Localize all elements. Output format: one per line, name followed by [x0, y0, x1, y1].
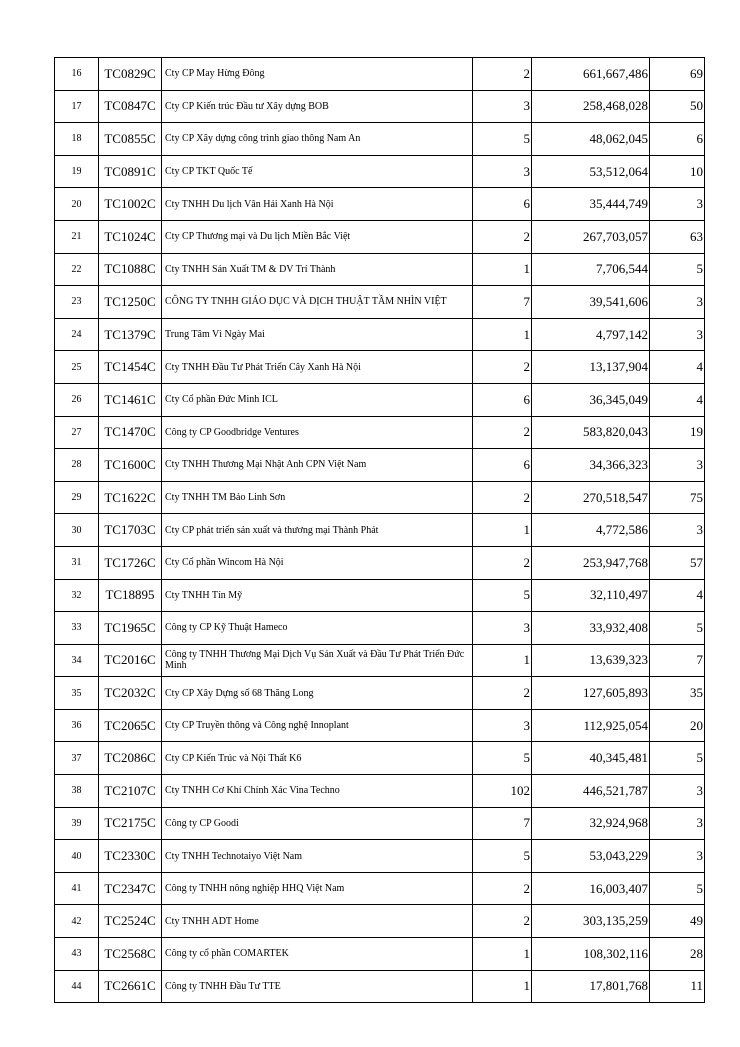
count-cell: 7	[473, 286, 532, 319]
table-row	[55, 872, 705, 905]
quantity-cell: 4	[650, 351, 705, 384]
row-number-cell: 24	[55, 318, 99, 351]
company-code-cell: TC2330C	[99, 840, 162, 873]
count-cell: 2	[473, 58, 532, 91]
amount-cell: 303,135,259	[532, 905, 650, 938]
table-row	[55, 579, 705, 612]
company-name-cell: Cty CP Xây Dựng số 68 Thăng Long	[162, 677, 473, 710]
quantity-cell: 11	[650, 970, 705, 1003]
count-cell: 1	[473, 970, 532, 1003]
quantity-cell: 7	[650, 644, 705, 677]
count-cell: 1	[473, 644, 532, 677]
table-row	[55, 677, 705, 710]
table-row	[55, 546, 705, 579]
quantity-cell: 5	[650, 742, 705, 775]
company-name-cell: Công ty CP Kỹ Thuật Hameco	[162, 612, 473, 645]
quantity-cell: 49	[650, 905, 705, 938]
company-code-cell: TC1470C	[99, 416, 162, 449]
company-name-cell: Cty TNHH Du lịch Vân Hải Xanh Hà Nội	[162, 188, 473, 221]
table-row	[55, 286, 705, 319]
quantity-cell: 5	[650, 253, 705, 286]
quantity-cell: 3	[650, 449, 705, 482]
company-name-cell: Trung Tâm Vì Ngày Mai	[162, 318, 473, 351]
row-number-cell: 28	[55, 449, 99, 482]
amount-cell: 267,703,057	[532, 220, 650, 253]
row-number-cell: 17	[55, 90, 99, 123]
quantity-cell: 57	[650, 546, 705, 579]
amount-cell: 36,345,049	[532, 383, 650, 416]
company-code-cell: TC2086C	[99, 742, 162, 775]
quantity-cell: 3	[650, 775, 705, 808]
quantity-cell: 5	[650, 872, 705, 905]
company-code-cell: TC0855C	[99, 123, 162, 156]
company-name-cell: Cty TNHH Tín Mỹ	[162, 579, 473, 612]
company-code-cell: TC1622C	[99, 481, 162, 514]
row-number-cell: 23	[55, 286, 99, 319]
quantity-cell: 20	[650, 709, 705, 742]
row-number-cell: 37	[55, 742, 99, 775]
company-name-cell: Cty CP phát triển sản xuất và thương mại Thành Phát	[162, 514, 473, 547]
quantity-cell: 10	[650, 155, 705, 188]
table-row	[55, 612, 705, 645]
table-row	[55, 644, 705, 677]
count-cell: 5	[473, 579, 532, 612]
table-row	[55, 775, 705, 808]
quantity-cell: 3	[650, 807, 705, 840]
count-cell: 3	[473, 155, 532, 188]
company-name-cell: Cty CP Thương mại và Du lịch Miền Bắc Việt	[162, 220, 473, 253]
amount-cell: 661,667,486	[532, 58, 650, 91]
table-row	[55, 840, 705, 873]
count-cell: 2	[473, 905, 532, 938]
row-number-cell: 19	[55, 155, 99, 188]
row-number-cell: 16	[55, 58, 99, 91]
row-number-cell: 39	[55, 807, 99, 840]
count-cell: 1	[473, 514, 532, 547]
company-name-cell: Công ty TNHH nông nghiệp HHQ Việt Nam	[162, 872, 473, 905]
row-number-cell: 34	[55, 644, 99, 677]
company-name-cell: Cty CP Kiến trúc Đầu tư Xây dựng BOB	[162, 90, 473, 123]
row-number-cell: 20	[55, 188, 99, 221]
amount-cell: 4,797,142	[532, 318, 650, 351]
table-row	[55, 514, 705, 547]
row-number-cell: 29	[55, 481, 99, 514]
company-name-cell: Cty TNHH TM Bảo Linh Sơn	[162, 481, 473, 514]
table-row	[55, 58, 705, 91]
company-name-cell: CÔNG TY TNHH GIÁO DỤC VÀ DỊCH THUẬT TẦM NHÌN VIỆT	[162, 286, 473, 319]
company-name-cell: Cty Cổ phần Đức Minh ICL	[162, 383, 473, 416]
amount-cell: 40,345,481	[532, 742, 650, 775]
quantity-cell: 3	[650, 840, 705, 873]
table-row	[55, 709, 705, 742]
quantity-cell: 4	[650, 383, 705, 416]
amount-cell: 53,043,229	[532, 840, 650, 873]
row-number-cell: 32	[55, 579, 99, 612]
count-cell: 2	[473, 546, 532, 579]
document-sheet	[54, 57, 703, 1003]
amount-cell: 35,444,749	[532, 188, 650, 221]
company-name-cell: Công ty TNHH Đầu Tư TTE	[162, 970, 473, 1003]
table-row	[55, 416, 705, 449]
amount-cell: 34,366,323	[532, 449, 650, 482]
quantity-cell: 3	[650, 318, 705, 351]
count-cell: 2	[473, 220, 532, 253]
row-number-cell: 25	[55, 351, 99, 384]
company-code-cell: TC1600C	[99, 449, 162, 482]
company-code-cell: TC2661C	[99, 970, 162, 1003]
row-number-cell: 26	[55, 383, 99, 416]
quantity-cell: 50	[650, 90, 705, 123]
row-number-cell: 33	[55, 612, 99, 645]
company-code-cell: TC1002C	[99, 188, 162, 221]
company-code-cell: TC1703C	[99, 514, 162, 547]
amount-cell: 127,605,893	[532, 677, 650, 710]
row-number-cell: 18	[55, 123, 99, 156]
company-code-cell: TC1454C	[99, 351, 162, 384]
table-row	[55, 938, 705, 971]
amount-cell: 39,541,606	[532, 286, 650, 319]
amount-cell: 583,820,043	[532, 416, 650, 449]
count-cell: 5	[473, 840, 532, 873]
table-row	[55, 742, 705, 775]
company-code-cell: TC1965C	[99, 612, 162, 645]
count-cell: 6	[473, 383, 532, 416]
row-number-cell: 22	[55, 253, 99, 286]
count-cell: 7	[473, 807, 532, 840]
row-number-cell: 43	[55, 938, 99, 971]
amount-cell: 108,302,116	[532, 938, 650, 971]
count-cell: 5	[473, 742, 532, 775]
quantity-cell: 3	[650, 188, 705, 221]
quantity-cell: 63	[650, 220, 705, 253]
table-row	[55, 123, 705, 156]
table-row	[55, 220, 705, 253]
row-number-cell: 42	[55, 905, 99, 938]
company-name-cell: Cty Cổ phần Wincom Hà Nội	[162, 546, 473, 579]
company-code-cell: TC18895	[99, 579, 162, 612]
quantity-cell: 5	[650, 612, 705, 645]
quantity-cell: 28	[650, 938, 705, 971]
amount-cell: 32,110,497	[532, 579, 650, 612]
amount-cell: 253,947,768	[532, 546, 650, 579]
row-number-cell: 30	[55, 514, 99, 547]
company-name-cell: Cty TNHH Thương Mại Nhật Anh CPN Việt Nam	[162, 449, 473, 482]
count-cell: 1	[473, 318, 532, 351]
company-name-cell: Công ty cổ phần COMARTEK	[162, 938, 473, 971]
company-code-cell: TC2347C	[99, 872, 162, 905]
count-cell: 2	[473, 872, 532, 905]
company-code-cell: TC2568C	[99, 938, 162, 971]
table-row	[55, 970, 705, 1003]
row-number-cell: 44	[55, 970, 99, 1003]
company-name-cell: Cty CP Kiến Trúc và Nội Thất K6	[162, 742, 473, 775]
amount-cell: 446,521,787	[532, 775, 650, 808]
company-code-cell: TC1250C	[99, 286, 162, 319]
row-number-cell: 35	[55, 677, 99, 710]
count-cell: 2	[473, 416, 532, 449]
row-number-cell: 36	[55, 709, 99, 742]
table-row	[55, 188, 705, 221]
count-cell: 2	[473, 481, 532, 514]
count-cell: 6	[473, 449, 532, 482]
table-row	[55, 90, 705, 123]
table-row	[55, 253, 705, 286]
company-name-cell: Công ty CP Goodbridge Ventures	[162, 416, 473, 449]
amount-cell: 53,512,064	[532, 155, 650, 188]
count-cell: 1	[473, 938, 532, 971]
count-cell: 1	[473, 253, 532, 286]
row-number-cell: 31	[55, 546, 99, 579]
company-code-cell: TC1726C	[99, 546, 162, 579]
quantity-cell: 3	[650, 286, 705, 319]
table-row	[55, 807, 705, 840]
company-name-cell: Công ty CP Goodi	[162, 807, 473, 840]
company-code-cell: TC0891C	[99, 155, 162, 188]
amount-cell: 33,932,408	[532, 612, 650, 645]
table-body	[55, 58, 705, 1003]
table-row	[55, 449, 705, 482]
row-number-cell: 40	[55, 840, 99, 873]
table-row	[55, 155, 705, 188]
quantity-cell: 35	[650, 677, 705, 710]
amount-cell: 270,518,547	[532, 481, 650, 514]
company-name-cell: Cty TNHH Đầu Tư Phát Triển Cây Xanh Hà Nội	[162, 351, 473, 384]
company-name-cell: Cty TNHH Sản Xuất TM & DV Trí Thành	[162, 253, 473, 286]
company-code-cell: TC2032C	[99, 677, 162, 710]
company-code-cell: TC2175C	[99, 807, 162, 840]
company-name-cell: Cty TNHH Cơ Khí Chính Xác Vina Techno	[162, 775, 473, 808]
amount-cell: 4,772,586	[532, 514, 650, 547]
amount-cell: 32,924,968	[532, 807, 650, 840]
company-code-cell: TC0829C	[99, 58, 162, 91]
table-row	[55, 351, 705, 384]
company-name-cell: Cty TNHH Technotaiyo Việt Nam	[162, 840, 473, 873]
count-cell: 3	[473, 709, 532, 742]
company-code-cell: TC1461C	[99, 383, 162, 416]
amount-cell: 7,706,544	[532, 253, 650, 286]
count-cell: 6	[473, 188, 532, 221]
row-number-cell: 21	[55, 220, 99, 253]
amount-cell: 17,801,768	[532, 970, 650, 1003]
count-cell: 2	[473, 677, 532, 710]
company-code-cell: TC2016C	[99, 644, 162, 677]
amount-cell: 48,062,045	[532, 123, 650, 156]
company-code-cell: TC1379C	[99, 318, 162, 351]
company-name-cell: Cty TNHH ADT Home	[162, 905, 473, 938]
count-cell: 102	[473, 775, 532, 808]
row-number-cell: 41	[55, 872, 99, 905]
company-name-cell: Cty CP TKT Quốc Tế	[162, 155, 473, 188]
count-cell: 3	[473, 90, 532, 123]
company-name-cell: Cty CP Truyền thông và Công nghệ Innoplant	[162, 709, 473, 742]
company-name-cell: Cty CP Xây dựng công trình giao thông Nam An	[162, 123, 473, 156]
amount-cell: 112,925,054	[532, 709, 650, 742]
table-row	[55, 318, 705, 351]
count-cell: 2	[473, 351, 532, 384]
company-code-cell: TC1088C	[99, 253, 162, 286]
row-number-cell: 27	[55, 416, 99, 449]
amount-cell: 13,639,323	[532, 644, 650, 677]
company-code-cell: TC2065C	[99, 709, 162, 742]
row-number-cell: 38	[55, 775, 99, 808]
company-code-cell: TC2524C	[99, 905, 162, 938]
company-name-cell: Công ty TNHH Thương Mại Dịch Vụ Sản Xuất và Đầu Tư Phát Triển Đức Minh	[162, 644, 473, 677]
quantity-cell: 6	[650, 123, 705, 156]
amount-cell: 13,137,904	[532, 351, 650, 384]
amount-cell: 258,468,028	[532, 90, 650, 123]
quantity-cell: 3	[650, 514, 705, 547]
company-code-cell: TC0847C	[99, 90, 162, 123]
company-name-cell: Cty CP May Hừng Đông	[162, 58, 473, 91]
quantity-cell: 69	[650, 58, 705, 91]
table-row	[55, 383, 705, 416]
table-row	[55, 905, 705, 938]
company-code-cell: TC1024C	[99, 220, 162, 253]
count-cell: 5	[473, 123, 532, 156]
count-cell: 3	[473, 612, 532, 645]
quantity-cell: 4	[650, 579, 705, 612]
company-table	[54, 57, 705, 1003]
company-code-cell: TC2107C	[99, 775, 162, 808]
amount-cell: 16,003,407	[532, 872, 650, 905]
table-row	[55, 481, 705, 514]
quantity-cell: 75	[650, 481, 705, 514]
quantity-cell: 19	[650, 416, 705, 449]
